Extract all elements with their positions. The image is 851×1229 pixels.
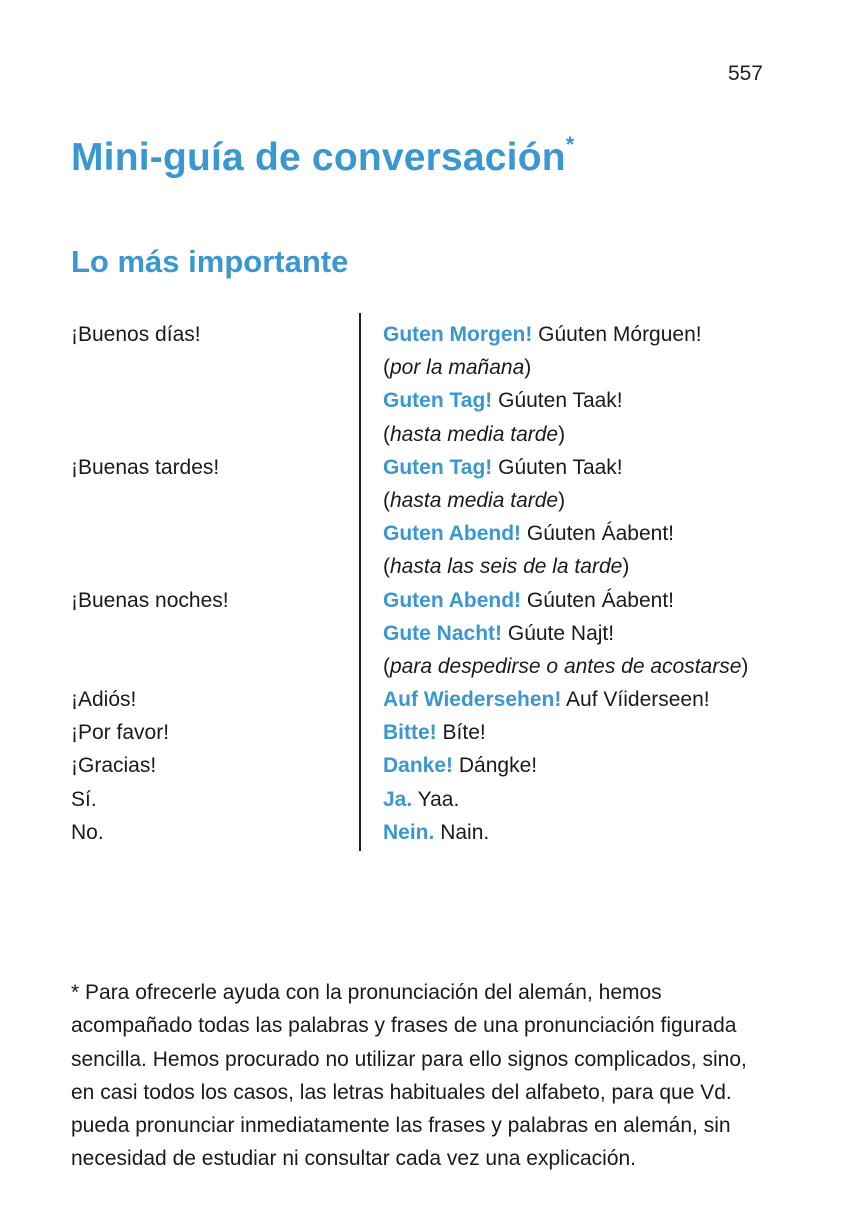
phrase-row xyxy=(71,517,791,550)
page-title-text: Mini-guía de conversación xyxy=(71,136,566,179)
spanish-phrase: No. xyxy=(71,820,104,844)
footnote-text: * Para ofrecerle ayuda con la pronunciación del alemán, hemos acompañado todas las palabras y frases de una pronunciación figurada sencilla. Hemos procurado no utilizar para ello signos complicados, sino, en casi todos los casos, las letras habituales del alfabeto, para que Vd. pueda pronunciar inmediatamente las frases y palabras en alemán, sin necesidad de estudiar ni consultar cada vez una explicación. xyxy=(71,981,747,1171)
pronunciation: Gúuten Áabent! xyxy=(526,588,675,612)
spanish-phrase: ¡Gracias! xyxy=(71,754,157,778)
german-phrase-group xyxy=(383,749,537,782)
usage-note-row xyxy=(71,418,791,451)
german-phrase: Gute Nacht! xyxy=(383,621,503,645)
german-phrase-group xyxy=(383,517,674,550)
phrase-row xyxy=(71,384,791,417)
pronunciation: Gúuten Taak! xyxy=(498,389,623,413)
german-phrase-group xyxy=(383,683,710,716)
usage-note: (hasta media tarde) xyxy=(383,488,566,512)
german-phrase-group xyxy=(383,783,459,816)
german-phrase-group xyxy=(383,384,623,417)
pronunciation: Dángke! xyxy=(458,754,538,778)
phrase-row xyxy=(71,716,791,749)
usage-note-row xyxy=(71,550,791,583)
usage-note-row xyxy=(71,351,791,384)
footnote-marker: * xyxy=(565,132,575,157)
phrase-row xyxy=(71,451,791,484)
pronunciation: Auf Víiderseen! xyxy=(566,688,710,712)
german-phrase: Ja. xyxy=(383,787,413,811)
phrase-row xyxy=(71,783,791,816)
phrasebook-table xyxy=(71,318,791,849)
pronunciation: Gúuten Áabent! xyxy=(526,522,675,546)
pronunciation: Nain. xyxy=(440,820,490,844)
spanish-phrase: ¡Buenas noches! xyxy=(71,588,229,612)
german-phrase-group xyxy=(383,716,486,749)
german-phrase-group xyxy=(383,584,674,617)
usage-note-row xyxy=(71,650,791,683)
pronunciation: Bíte! xyxy=(442,721,486,745)
pronunciation: Gúuten Taak! xyxy=(498,455,623,479)
page-title xyxy=(71,132,575,180)
phrase-row xyxy=(71,318,791,351)
section-title: Lo más importante xyxy=(71,244,349,279)
pronunciation: Gúuten Mórguen! xyxy=(538,323,702,346)
spanish-phrase: ¡Adiós! xyxy=(71,688,137,712)
spanish-phrase: ¡Buenas tardes! xyxy=(71,455,220,479)
usage-note: (para despedirse o antes de acostarse) xyxy=(383,654,749,678)
german-phrase: Bitte! xyxy=(383,721,437,745)
usage-note: (por la mañana) xyxy=(383,356,532,380)
german-phrase: Auf Wiedersehen! xyxy=(383,688,562,712)
german-phrase: Guten Abend! xyxy=(383,588,522,612)
pronunciation: Yaa. xyxy=(417,787,460,811)
german-phrase: Guten Tag! xyxy=(383,389,493,413)
german-phrase-group xyxy=(383,318,702,351)
spanish-phrase: ¡Buenos días! xyxy=(71,323,201,346)
pronunciation: Gúute Najt! xyxy=(507,621,615,645)
german-phrase: Guten Abend! xyxy=(383,522,522,546)
german-phrase: Nein. xyxy=(383,820,435,844)
phrase-row xyxy=(71,749,791,782)
phrase-row xyxy=(71,816,791,849)
phrase-row xyxy=(71,584,791,617)
spanish-phrase: ¡Por favor! xyxy=(71,721,170,745)
german-phrase: Danke! xyxy=(383,754,454,778)
german-phrase: Guten Morgen! xyxy=(383,323,533,346)
phrase-row xyxy=(71,617,791,650)
usage-note: (hasta las seis de la tarde) xyxy=(383,555,630,579)
usage-note-row xyxy=(71,484,791,517)
spanish-phrase: Sí. xyxy=(71,787,97,811)
german-phrase-group xyxy=(383,451,623,484)
page-number: 557 xyxy=(727,62,763,85)
usage-note: (hasta media tarde) xyxy=(383,422,566,446)
german-phrase: Guten Tag! xyxy=(383,455,493,479)
german-phrase-group xyxy=(383,816,489,849)
german-phrase-group xyxy=(383,617,614,650)
phrase-row xyxy=(71,683,791,716)
